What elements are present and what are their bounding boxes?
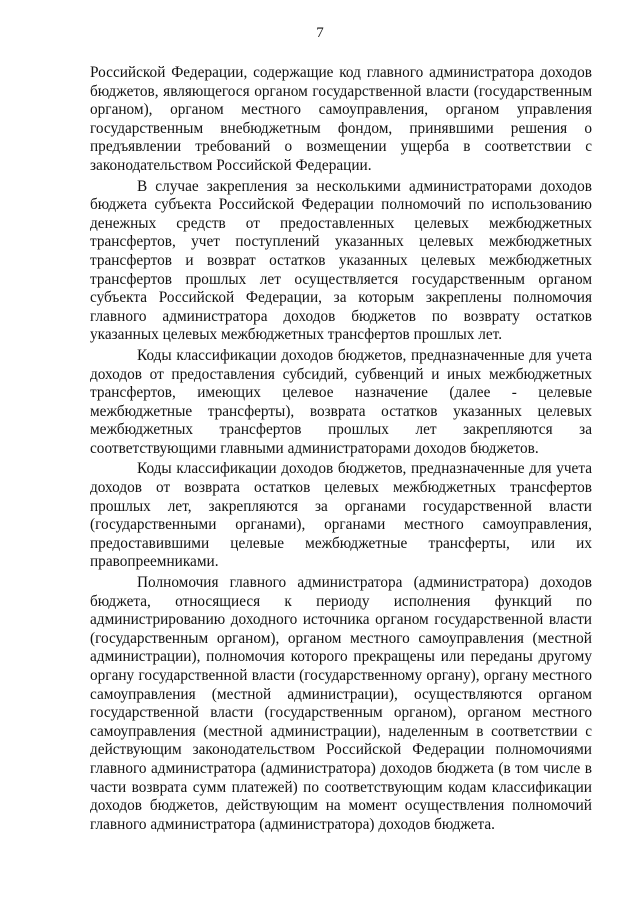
page-number: 7 [316, 25, 324, 41]
paragraph-continuation: Российской Федерации, содержащие код главного администратора доходов бюджетов, являющегося органом государственной власти (государственным органом), органом местного самоуправления, органом управления государственным внебюджетным фондом, принявшими решения о предъявлении требований о возмещении ущерба в соответствии с законодательством Российской Федерации. [90, 64, 592, 174]
paragraph-codes-return-balances: Коды классификации доходов бюджетов, предназначенные для учета доходов от возврата остатков целевых межбюджетных трансфертов прошлых лет, закрепляются за органами государственной власти (государственными органами), органами местного самоуправления, предоставившими целевые межбюджетные трансферты, или их правопреемниками. [90, 460, 592, 571]
paragraph-multiple-administrators: В случае закрепления за несколькими администраторами доходов бюджета субъекта Российской Федерации полномочий по использованию денежных средств от предоставленных целевых межбюджетных трансфертов, учет поступлений указанных целевых межбюджетных трансфертов и возврат остатков указанных целевых межбюджетных трансфертов прошлых лет осуществляется государственным органом субъекта Российской Федерации, за которым закреплены полномочия главного администратора доходов бюджетов по возврату остатков указанных целевых межбюджетных трансфертов прошлых лет. [90, 177, 592, 344]
paragraph-powers-transfer: Полномочия главного администратора (администратора) доходов бюджета, относящиеся к периоду исполнения функций по администрированию доходного источника органом государственной власти (государственным органом), органом местного самоуправления (местной администрации), полномочия которого прекращены или переданы другому органу государственной власти (государственному органу), органу местного самоуправления (местной администрации), осуществляются органом государственной власти (государственным органом), органом местного самоуправления (местной администрации), наделенным в соответствии с действующим законодательством Российской Федерации полномочиями главного администратора (администратора) доходов бюджета (в том числе в части возврата сумм платежей) по соответствующим кодам классификации доходов бюджетов, действующим на момент осуществления полномочий главного администратора (администратора) доходов бюджета. [90, 574, 592, 833]
paragraph-codes-targeted-transfers: Коды классификации доходов бюджетов, предназначенные для учета доходов от предоставления субсидий, субвенций и иных межбюджетных трансфертов, имеющих целевое назначение (далее - целевые межбюджетные трансферты), возврата остатков указанных целевых межбюджетных трансфертов прошлых лет закрепляются за соответствующими главными администраторами доходов бюджетов. [90, 346, 592, 457]
document-body [90, 64, 592, 836]
